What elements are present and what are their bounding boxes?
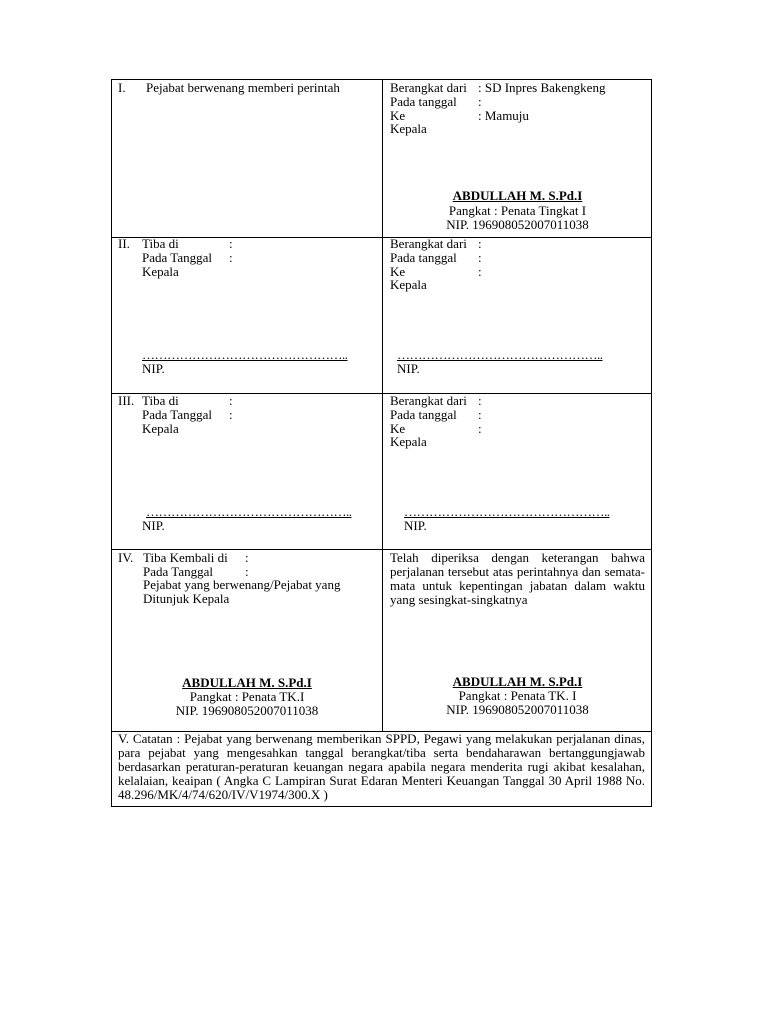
ke-label: Ke: [390, 108, 406, 123]
row-divider-1: [112, 237, 651, 238]
ke-value: :: [478, 264, 482, 279]
signatory-nip: NIP. 196908052007011038: [446, 217, 589, 232]
signature-line: …………………………………………..: [404, 504, 610, 519]
signature-line: …………………………………………..: [142, 347, 348, 362]
catatan-note: V. Catatan : Pejabat yang berwenang memberikan SPPD, Pegawi yang melakukan perjalanan dinas, para pejabat yang mengesahkan tanggal berangkat/tiba serta bendaharawan bertanggungjawab berdasarkan peraturan-peraturan keuangan negara apabila negara menderita rugi akibat kesalahan, kelalaian, keaipan ( Angka C Lampiran Surat Edaran Menteri Keuangan Tanggal 30 April 1988 No. 48.296/MK/4/74/620/IV/V1974/300.X ): [118, 731, 645, 802]
signatory-name: ABDULLAH M. S.Pd.I: [452, 188, 583, 203]
nip-label: NIP.: [397, 361, 420, 376]
pejabat-line-1: Pejabat yang berwenang/Pejabat yang: [143, 577, 341, 592]
section-title: Pejabat berwenang memberi perintah: [146, 80, 340, 95]
signatory-name: ABDULLAH M. S.Pd.I: [182, 675, 312, 690]
signatory-name: ABDULLAH M. S.Pd.I: [452, 674, 583, 689]
tanggal-value: :: [229, 250, 233, 265]
column-divider: [382, 80, 383, 731]
section-number: II.: [118, 236, 130, 251]
tanggal-value: :: [245, 564, 249, 579]
signatory-rank: Pangkat : Penata TK. I: [458, 688, 577, 703]
kepala-label: Kepala: [390, 434, 427, 449]
sppd-form: [111, 79, 652, 807]
nip-label: NIP.: [404, 518, 427, 533]
tanggal-label: Pada Tanggal: [142, 407, 212, 422]
section-number: IV.: [118, 550, 134, 565]
pejabat-line-2: Ditunjuk Kepala: [143, 591, 230, 606]
berangkat-label: Berangkat dari: [390, 80, 467, 95]
berangkat-label: Berangkat dari: [390, 393, 467, 408]
signature-line: …………………………………………..: [397, 347, 603, 362]
ke-value: :: [478, 421, 482, 436]
tanggal-label: Pada tanggal: [390, 94, 457, 109]
kepala-label: Kepala: [390, 277, 427, 292]
tanggal-label: Pada tanggal: [390, 250, 457, 265]
ke-label: Ke: [390, 421, 406, 436]
berangkat-value: :: [478, 393, 482, 408]
tanggal-label: Pada Tanggal: [142, 250, 212, 265]
nip-label: NIP.: [142, 361, 165, 376]
signature-line: …………………………………………..: [146, 504, 352, 519]
tiba-label: Tiba Kembali di: [143, 550, 228, 565]
signatory-nip: NIP. 196908052007011038: [175, 703, 319, 718]
kepala-label: Kepala: [142, 264, 179, 279]
tiba-label: Tiba di: [142, 393, 179, 408]
ke-value: : Mamuju: [478, 108, 529, 123]
tiba-label: Tiba di: [142, 236, 179, 251]
verification-statement: Telah diperiksa dengan keterangan bahwa perjalanan tersebut atas perintahnya dan semata-mata untuk kepentingan jabatan dalam waktu yang sesingkat-singkatnya: [390, 550, 645, 607]
tanggal-value: :: [229, 407, 233, 422]
row-divider-2: [112, 393, 651, 394]
tiba-value: :: [245, 550, 249, 565]
tanggal-label: Pada Tanggal: [143, 564, 213, 579]
kepala-label: Kepala: [390, 121, 427, 136]
nip-label: NIP.: [142, 518, 165, 533]
berangkat-value: :: [478, 236, 482, 251]
berangkat-value: : SD Inpres Bakengkeng: [478, 80, 606, 95]
tiba-value: :: [229, 393, 233, 408]
signatory-rank: Pangkat : Penata TK.I: [189, 689, 305, 704]
section-number: III.: [118, 393, 135, 408]
signatory-nip: NIP. 196908052007011038: [446, 702, 589, 717]
ke-label: Ke: [390, 264, 406, 279]
tanggal-value: :: [478, 94, 482, 109]
tanggal-label: Pada tanggal: [390, 407, 457, 422]
berangkat-label: Berangkat dari: [390, 236, 467, 251]
signatory-rank: Pangkat : Penata Tingkat I: [448, 203, 587, 218]
kepala-label: Kepala: [142, 421, 179, 436]
tanggal-value: :: [478, 407, 482, 422]
section-number: I.: [118, 80, 126, 95]
tiba-value: :: [229, 236, 233, 251]
tanggal-value: :: [478, 250, 482, 265]
